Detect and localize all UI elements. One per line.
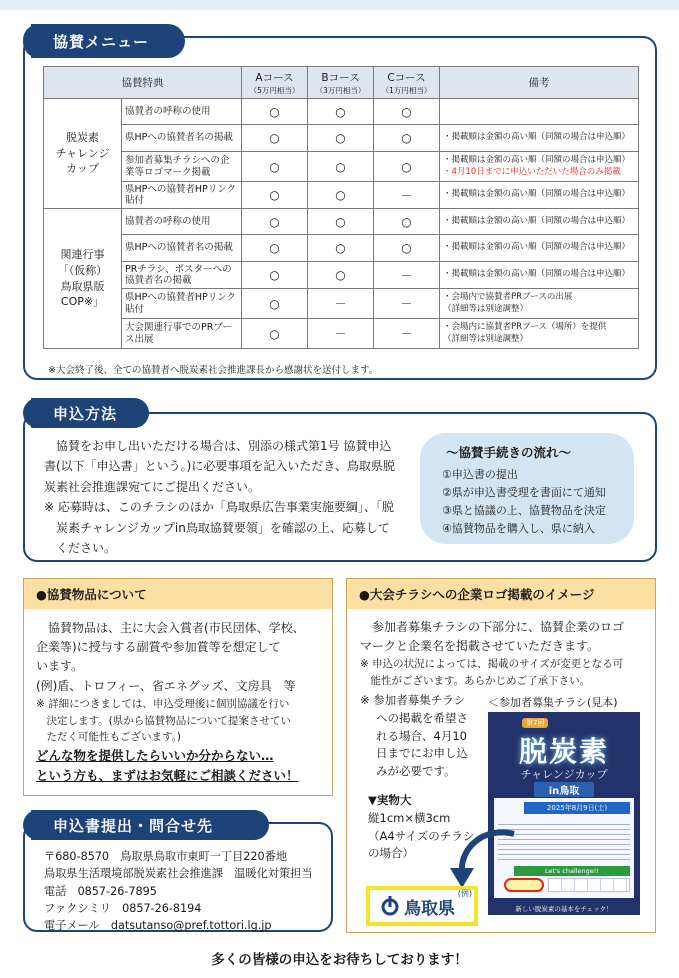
table-cell xyxy=(440,99,639,125)
logo-heading: ●大会チラシへの企業ロゴ掲載のイメージ xyxy=(347,579,655,609)
table-cell: ・会場内で協賛者PRブースの出展 （詳細等は別途調整） xyxy=(440,289,639,319)
logo-line: マークと企業名を掲載させていただきます。 xyxy=(360,639,600,654)
size-title: ▼実物大 xyxy=(368,793,412,807)
apply-line: 炭素社会推進課宛てにご提出ください。 xyxy=(44,479,261,494)
table-row xyxy=(44,319,639,349)
contact-address: 〒680-8570 鳥取県鳥取市東町一丁目220番地 xyxy=(44,850,288,863)
logo-line: 能性がございます。あらかじめご了承下さい。 xyxy=(360,675,591,688)
contact-fax: ファクシミリ 0857-26-8194 xyxy=(44,902,202,916)
table-row xyxy=(44,99,639,125)
size-line: の場合） xyxy=(368,846,414,861)
goods-bold-line: どんな物を提供したらいいか分からない… xyxy=(36,748,274,764)
flyer-bottom: 新しい脱炭素の基本をチェック！ xyxy=(515,905,613,913)
flyer-subtitle: チャレンジカップ xyxy=(520,768,608,781)
group-name-cop: 関連行事 「（仮称） 鳥取県版 COP※」 xyxy=(44,209,122,349)
closing-message: 多くの皆様の申込をお待ちしております！ xyxy=(211,952,468,968)
flyer-cta: Let's challenge!! xyxy=(514,866,630,876)
table-cell: ○ xyxy=(374,152,440,182)
top-strip xyxy=(0,0,679,10)
table-row xyxy=(44,125,639,152)
table-cell: ○ xyxy=(374,125,440,152)
deadline-line: 日までにお申し込 xyxy=(376,746,468,761)
deadline-line: への掲載を希望さ xyxy=(376,710,468,725)
apply-heading: 申込方法 xyxy=(31,398,149,428)
table-cell: － xyxy=(374,319,440,349)
goods-line: (例)盾、トロフィー、省エネグッズ、文房具 等 xyxy=(36,678,296,693)
table-cell: ○ xyxy=(242,125,308,152)
table-cell: 県HPへの協賛者HPリンク貼付 xyxy=(122,289,242,319)
table-row xyxy=(44,289,639,319)
deadline-line: れる場合、4月10 xyxy=(376,728,467,743)
apply-line: 炭素チャレンジカップin鳥取協賛要領」を確認の上、応募して xyxy=(44,520,390,535)
table-cell: 参加者募集チラシへの企業等ロゴマーク掲載 xyxy=(122,152,242,182)
contact-phone: 電話 0857-26-7895 xyxy=(44,884,157,898)
brand-tag: (例) xyxy=(457,889,472,898)
table-cell: 協賛者の呼称の使用 xyxy=(122,99,242,125)
header-course-b: Bコース （3万円相当） xyxy=(308,67,374,99)
table-cell: ○ xyxy=(242,319,308,349)
goods-heading: ●協賛物品について xyxy=(24,579,332,609)
apply-line: 協賛をお申し出いただける場合は、別添の様式第1号 協賛申込 xyxy=(44,439,392,453)
table-cell: ○ xyxy=(308,235,374,262)
deadline-line: ※ 参加者募集チラシ xyxy=(360,693,466,707)
table-cell: ○ xyxy=(308,125,374,152)
goods-text xyxy=(36,619,328,786)
menu-footnote: ※大会終了後、全ての協賛者へ脱炭素社会推進課長から感謝状を送付します。 xyxy=(48,365,379,376)
flyer-date: 2025年8月9日(土) xyxy=(524,802,630,814)
menu-heading: 協賛メニュー xyxy=(31,24,185,58)
contact-text xyxy=(44,848,330,935)
flow-step: ②県が申込書受理を書面にて通知 xyxy=(442,485,606,499)
table-cell: 県HPへの協賛者名の掲載 xyxy=(122,235,242,262)
flyer-edition: 第7回 xyxy=(522,718,548,728)
flyer-sponsor-slots xyxy=(548,878,630,892)
table-cell: 協賛者の呼称の使用 xyxy=(122,209,242,235)
logo-text xyxy=(360,618,652,690)
note-red-text: ・4月10日までに申込いただいた場合のみ掲載 xyxy=(443,166,621,177)
table-cell: ○ xyxy=(242,152,308,182)
table-cell: 県HPへの協賛者名の掲載 xyxy=(122,125,242,152)
table-cell: － xyxy=(374,289,440,319)
header-notes: 備考 xyxy=(440,67,639,99)
flow-step: ③県と協議の上、協賛物品を決定 xyxy=(442,503,606,517)
table-cell: ・掲載順は金額の高い順（同額の場合は申込順） xyxy=(440,262,639,289)
contact-email: 電子メール datsutanso@pref.tottori.lg.jp xyxy=(44,919,272,933)
table-cell: 県HPへの協賛者HPリンク貼付 xyxy=(122,182,242,209)
procedure-flow xyxy=(420,433,634,544)
tottori-logo-icon xyxy=(380,896,400,916)
table-cell: ・掲載順は金額の高い順（同額の場合は申込順） xyxy=(440,209,639,235)
table-cell: ○ xyxy=(308,99,374,125)
table-cell: ○ xyxy=(308,262,374,289)
table-cell xyxy=(440,152,639,182)
table-row xyxy=(44,152,639,182)
table-cell: ○ xyxy=(308,152,374,182)
header-benefit: 協賛特典 xyxy=(44,67,242,99)
apply-text xyxy=(44,436,414,558)
goods-box xyxy=(23,578,333,796)
contact-heading: 申込書提出・問合せ先 xyxy=(31,810,269,840)
table-cell: ・会場内に協賛者PRブース（場所）を提供 （詳細等は別途調整） xyxy=(440,319,639,349)
table-row xyxy=(44,262,639,289)
goods-line: 企業等)に授与する副賞や参加賞等を想定して xyxy=(36,640,281,655)
table-cell: － xyxy=(308,289,374,319)
apply-line: ※ 応募時は、このチラシのほか「鳥取県広告事業実施要綱」、「脱 xyxy=(44,500,394,515)
header-course-a: Aコース （5万円相当） xyxy=(242,67,308,99)
flow-step: ①申込書の提出 xyxy=(442,467,518,481)
table-cell: － xyxy=(374,262,440,289)
goods-line: 協賛物品は、主に大会入賞者(市民団体、学校、 xyxy=(36,621,305,635)
goods-line: ※ 詳細につきましては、申込受理後に個別協議を行い xyxy=(36,697,290,710)
table-cell: ・掲載順は金額の高い順（同額の場合は申込順） xyxy=(440,235,639,262)
table-cell: ○ xyxy=(242,235,308,262)
table-cell: PRチラシ、ポスターへの協賛者名の掲載 xyxy=(122,262,242,289)
table-cell: ・掲載順は金額の高い順（同額の場合は申込順） xyxy=(440,182,639,209)
contact-dept: 鳥取県生活環境部脱炭素社会推進課 温暖化対策担当 xyxy=(44,867,313,881)
size-line: 縦1cm×横3cm xyxy=(368,810,451,825)
flyer-in: in鳥取 xyxy=(534,782,594,797)
logo-line: ※ 申込の状況によっては、掲載のサイズが変更となる可 xyxy=(360,658,624,671)
size-line: （A4サイズのチラシ xyxy=(368,828,475,843)
table-cell: ○ xyxy=(242,182,308,209)
goods-line: います。 xyxy=(36,659,84,674)
table-cell: ○ xyxy=(308,182,374,209)
table-cell: ○ xyxy=(308,209,374,235)
sample-label: ＜参加者募集チラシ(見本) xyxy=(488,696,618,709)
table-row xyxy=(44,182,639,209)
flow-title: ～協賛手続きの流れ～ xyxy=(446,445,572,460)
group-name-cup: 脱炭素 チャレンジ カップ xyxy=(44,99,122,209)
table-cell: 大会関連行事でのPRブース出展 xyxy=(122,319,242,349)
table-cell: － xyxy=(374,182,440,209)
table-cell: ○ xyxy=(242,99,308,125)
apply-line: 書(以下「申込書」という。)に必要事項を記入いただき、鳥取県脱 xyxy=(44,459,395,474)
flyer-title: 脱炭素 xyxy=(518,735,609,768)
header-course-c: Cコース （1万円相当） xyxy=(374,67,440,99)
goods-line: ただく可能性もございます。) xyxy=(36,731,182,744)
table-cell: ○ xyxy=(374,235,440,262)
table-cell: ○ xyxy=(242,209,308,235)
goods-line: 決定します。(県から協賛物品について提案させてい xyxy=(36,714,292,727)
sponsor-menu-table xyxy=(43,66,639,349)
table-cell: ○ xyxy=(242,262,308,289)
brand-logo-sample xyxy=(366,886,478,926)
brand-name: 鳥取県 xyxy=(404,898,455,919)
table-header-row xyxy=(44,67,639,99)
logo-line: 参加者募集チラシの下部分に、協賛企業のロゴ xyxy=(360,620,625,634)
flow-step: ④協賛物品を購入し、県に納入 xyxy=(442,522,595,536)
table-cell: ○ xyxy=(374,209,440,235)
table-cell: ○ xyxy=(374,99,440,125)
table-cell: － xyxy=(308,319,374,349)
table-cell: ・掲載順は金額の高い順（同額の場合は申込順） xyxy=(440,125,639,152)
goods-bold-line: という方も、まずはお気軽にご相談ください！ xyxy=(36,768,299,784)
logo-deadline-note xyxy=(360,692,490,781)
table-row xyxy=(44,209,639,235)
apply-line: ください。 xyxy=(44,540,117,555)
table-cell: ○ xyxy=(242,289,308,319)
table-row xyxy=(44,235,639,262)
deadline-line: みが必要です。 xyxy=(376,764,456,779)
arrow-icon xyxy=(440,828,520,892)
note-text: ・掲載順は金額の高い順（同額の場合は申込順） xyxy=(443,155,631,166)
